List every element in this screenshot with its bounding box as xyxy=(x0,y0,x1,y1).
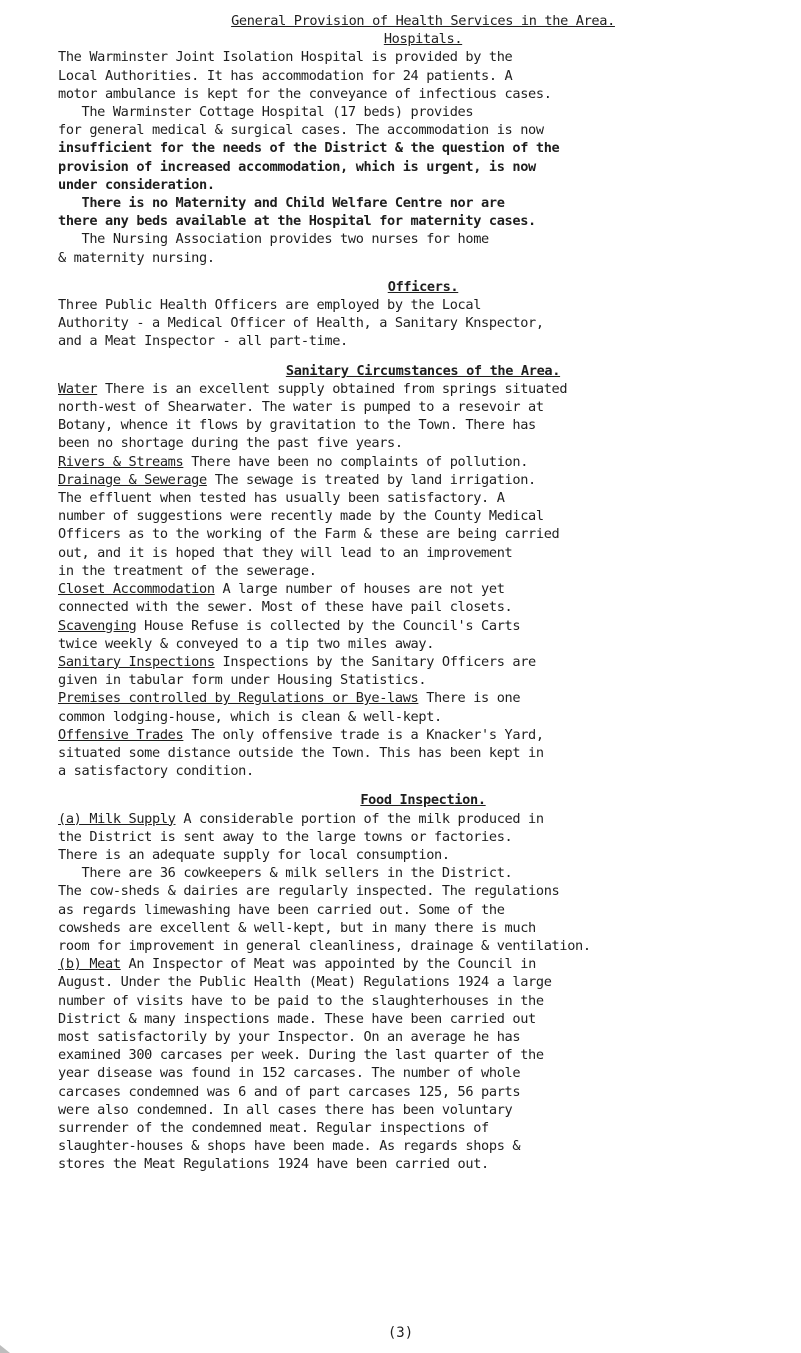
item-label: Premises controlled by Regulations or Bye-laws xyxy=(58,690,419,707)
text-line: The cow-sheds & dairies are regularly inspected. The regulations xyxy=(58,883,560,900)
text-line: as regards limewashing have been carried out. Some of the xyxy=(58,901,505,918)
text-line: twice weekly & conveyed to a tip two miles away. xyxy=(58,635,435,652)
sanitary-heading: Sanitary Circumstances of the Area. xyxy=(285,362,561,379)
text-line: The Warminster Joint Isolation Hospital is provided by the xyxy=(58,49,513,66)
text-line: were also condemned. In all cases there has been voluntary xyxy=(58,1101,513,1118)
text-line: There is one xyxy=(418,690,521,707)
text-line: There is an excellent supply obtained from springs situated xyxy=(97,380,568,397)
page-number: (3) xyxy=(387,1325,414,1341)
item-label: Offensive Trades xyxy=(58,726,184,743)
text-line: Local Authorities. It has accommodation for 24 patients. A xyxy=(58,67,513,84)
text-line: provision of increased accommodation, which is urgent, is now xyxy=(58,158,536,175)
text-line: insufficient for the needs of the District & the question of the xyxy=(58,140,560,157)
text-line: Three Public Health Officers are employed by the Local xyxy=(58,297,482,314)
officers-heading: Officers. xyxy=(387,278,459,295)
text-line: situated some distance outside the Town. This has been kept in xyxy=(58,744,544,761)
text-line: carcases condemned was 6 and of part carcases 125, 56 parts xyxy=(58,1083,521,1100)
text-line: number of visits have to be paid to the slaughterhouses in the xyxy=(58,992,544,1009)
text-line: A large number of houses are not yet xyxy=(214,581,505,598)
text-line: An Inspector of Meat was appointed by the Council in xyxy=(120,956,536,973)
food-heading: Food Inspection. xyxy=(360,792,486,809)
text-line: out, and it is hoped that they will lead to an improvement xyxy=(58,544,513,561)
text-line: room for improvement in general cleanliness, drainage & ventilation. xyxy=(58,937,591,954)
text-line: surrender of the condemned meat. Regular inspections of xyxy=(58,1119,489,1136)
text-line: Inspections by the Sanitary Officers are xyxy=(214,653,536,670)
item-label: Sanitary Inspections xyxy=(58,653,215,670)
text-line: The sewage is treated by land irrigation. xyxy=(206,471,536,488)
item-label: Drainage & Sewerage xyxy=(58,471,207,488)
text-line: connected with the sewer. Most of these have pail closets. xyxy=(58,599,513,616)
hospitals-section xyxy=(58,48,788,266)
hospitals-heading: Hospitals. xyxy=(383,31,463,48)
text-line: given in tabular form under Housing Statistics. xyxy=(58,672,427,689)
item-label: (a) Milk Supply xyxy=(58,810,176,827)
text-line: District & many inspections made. These have been carried out xyxy=(58,1010,536,1027)
text-line: The Warminster Cottage Hospital (17 beds) provides xyxy=(58,104,474,121)
text-line: most satisfactorily by your Inspector. On an average he has xyxy=(58,1028,521,1045)
text-line: year disease was found in 152 carcases. The number of whole xyxy=(58,1065,521,1082)
item-label: Water xyxy=(58,380,98,397)
text-line: A considerable portion of the milk produced in xyxy=(175,810,544,827)
text-line: There is no Maternity and Child Welfare Centre nor are xyxy=(58,195,505,212)
text-line: Authority - a Medical Officer of Health, a Sanitary Knspector, xyxy=(58,315,544,332)
text-line: north-west of Shearwater. The water is pumped to a resevoir at xyxy=(58,399,544,416)
text-line: under consideration. xyxy=(58,176,215,193)
text-line: motor ambulance is kept for the conveyance of infectious cases. xyxy=(58,85,552,102)
food-section xyxy=(58,810,788,1174)
text-line: a satisfactory condition. xyxy=(58,763,254,780)
document-page xyxy=(58,12,788,1174)
sanitary-section xyxy=(58,380,788,780)
text-line: slaughter-houses & shops have been made. As regards shops & xyxy=(58,1138,521,1155)
scan-edge-mark xyxy=(0,1331,22,1353)
text-line: There is an adequate supply for local consumption. xyxy=(58,846,450,863)
text-line: cowsheds are excellent & well-kept, but in many there is much xyxy=(58,919,536,936)
item-label: Rivers & Streams xyxy=(58,453,184,470)
text-line: There have been no complaints of pollution. xyxy=(183,453,529,470)
text-line: The effluent when tested has usually been satisfactory. A xyxy=(58,490,505,507)
text-line: for general medical & surgical cases. The accommodation is now xyxy=(58,122,544,139)
item-label: (b) Meat xyxy=(58,956,121,973)
text-line: stores the Meat Regulations 1924 have been carried out. xyxy=(58,1156,489,1173)
text-line: & maternity nursing. xyxy=(58,249,215,266)
text-line: Botany, whence it flows by gravitation to the Town. There has xyxy=(58,417,536,434)
text-line: The Nursing Association provides two nurses for home xyxy=(58,231,489,248)
item-label: Closet Accommodation xyxy=(58,581,215,598)
text-line: been no shortage during the past five years. xyxy=(58,435,403,452)
page-title: General Provision of Health Services in the Area. xyxy=(231,13,615,29)
officers-section xyxy=(58,296,788,351)
text-line: number of suggestions were recently made by the County Medical xyxy=(58,508,544,525)
text-line: August. Under the Public Health (Meat) Regulations 1924 a large xyxy=(58,974,552,991)
text-line: Officers as to the working of the Farm & these are being carried xyxy=(58,526,560,543)
text-line: in the treatment of the sewerage. xyxy=(58,562,317,579)
text-line: There are 36 cowkeepers & milk sellers in the District. xyxy=(58,865,513,882)
text-line: House Refuse is collected by the Council's Carts xyxy=(136,617,521,634)
text-line: examined 300 carcases per week. During the last quarter of the xyxy=(58,1047,544,1064)
text-line: there any beds available at the Hospital for maternity cases. xyxy=(58,213,536,230)
text-line: The only offensive trade is a Knacker's Yard, xyxy=(183,726,544,743)
text-line: the District is sent away to the large towns or factories. xyxy=(58,828,513,845)
item-label: Scavenging xyxy=(58,617,137,634)
text-line: common lodging-house, which is clean & well-kept. xyxy=(58,708,442,725)
text-line: and a Meat Inspector - all part-time. xyxy=(58,333,348,350)
